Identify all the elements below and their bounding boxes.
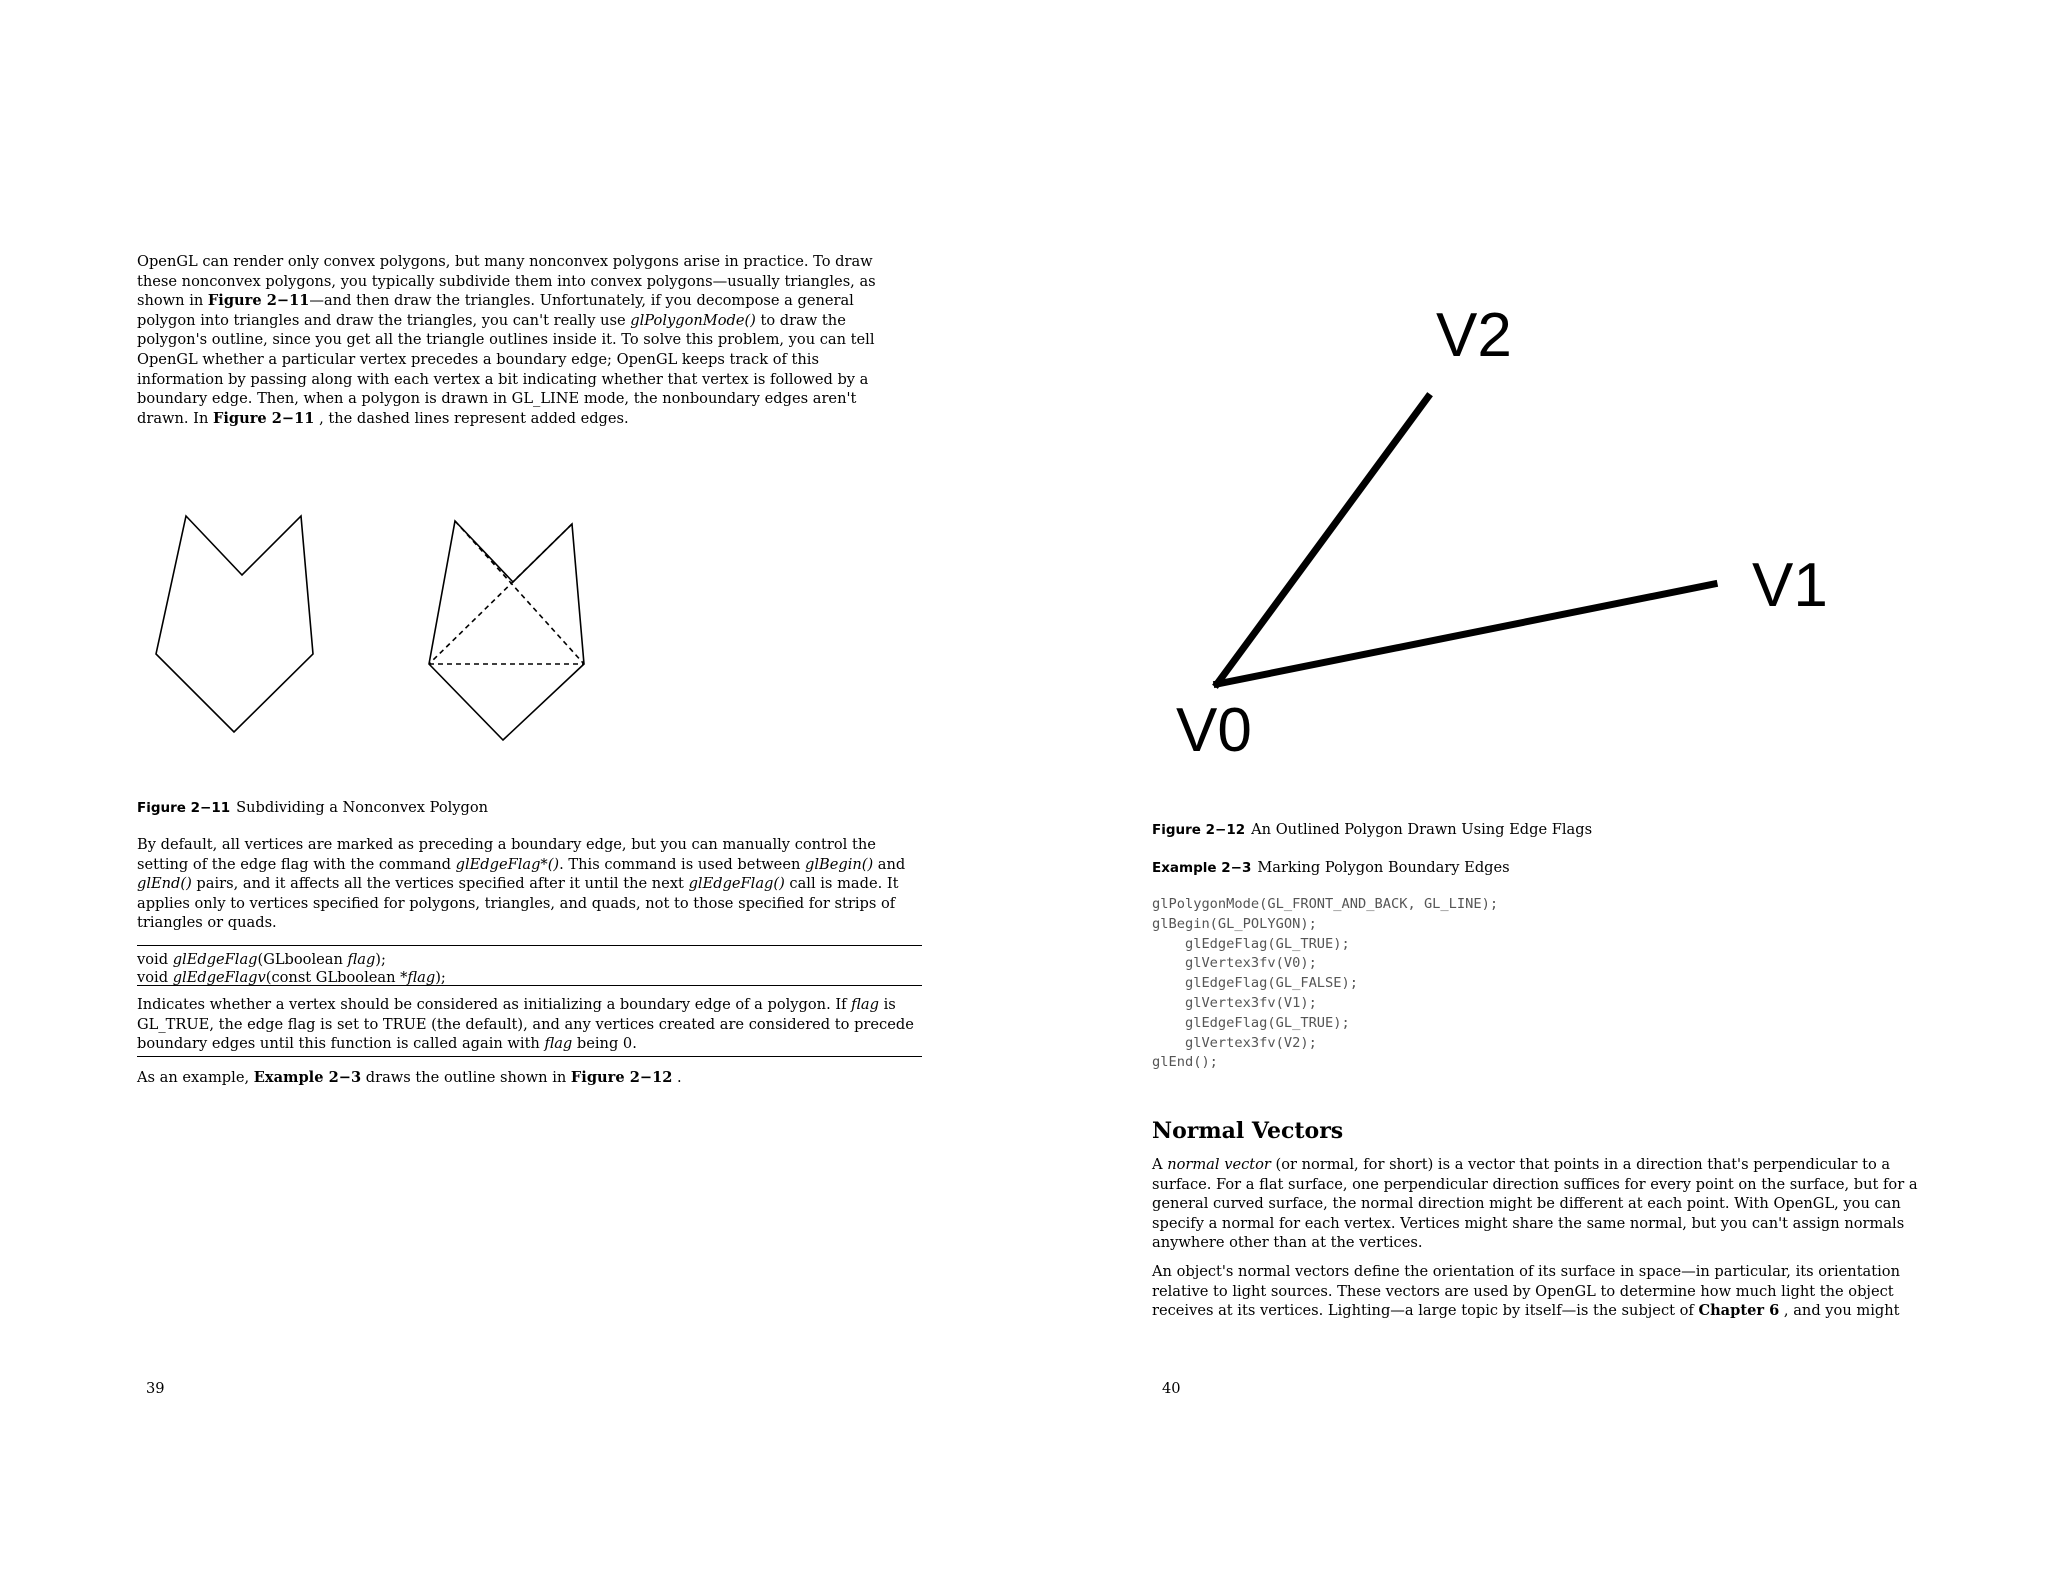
caption-label: Example 2−3 [1152,860,1252,876]
example-2-3-caption [1152,858,1510,878]
chapter-ref: Chapter 6 [1698,1302,1780,1320]
signature-line-2: void glEdgeFlagv(const GLboolean *flag); [137,969,446,986]
code-line: glEdgeFlag(GL_TRUE); [1152,1014,1350,1031]
code-line: glVertex3fv(V1); [1152,995,1317,1011]
example-ref: Example 2−3 [253,1069,362,1086]
edge-v0-v2 [1217,397,1428,684]
caption-text: Marking Polygon Boundary Edges [1257,859,1510,876]
caption-text: An Outlined Polygon Drawn Using Edge Flags [1251,821,1593,838]
code-line: glBegin(GL_POLYGON); [1152,915,1317,932]
subdivided-polygon [429,521,584,740]
code-line: glEdgeFlag(GL_FALSE); [1152,975,1359,992]
page-number: 39 [146,1380,165,1397]
code-line: glVertex3fv(V0); [1152,955,1317,972]
function-name: glPolygonMode() [630,311,756,329]
intro-paragraph: OpenGL can render only convex polygons, but many nonconvex polygons arise in practice. To draw these nonconvex polygons, you typically subdivide them into convex polygons—usually triangles, as shown in Figure 2−11—and then draw the triangles. Unfortunately, if you decompose a general polygon into triangles and draw the triangles, you can't really use glPolygonMode() to draw the polygon's outline, since you get all the triangle outlines inside it. To solve this problem, you can tell OpenGL whether a particular vertex precedes a boundary edge; OpenGL keeps track of this information by passing along with each vertex a bit indicating whether that vertex is followed by a boundary edge. Then, when a polygon is drawn in GL_LINE mode, the nonboundary edges aren't drawn. In Figure 2−11 , the dashed lines represent added edges. [137,253,876,427]
normal-vectors-paragraph-1: A normal vector (or normal, for short) is a vector that points in a direction that's perpendicular to a surface. For a flat surface, one perpendicular direction suffices for every point on the surface, but for a general curved surface, the normal direction might be different at each point. With OpenGL, you can specify a normal for each vertex. Vertices might share the same normal, but you can't assign normals anywhere other than at the vertices. [1152,1156,1918,1252]
code-line: glEdgeFlag(GL_TRUE); [1152,935,1350,952]
caption-label: Figure 2−11 [137,800,231,816]
vertex-label-v0: V0 [1176,696,1252,765]
signature-line-1: void glEdgeFlag(GLboolean flag); [137,951,386,968]
rule-top [137,945,922,946]
term: normal vector [1167,1156,1271,1173]
edge-v0-v1 [1217,584,1714,684]
vertex-label-v1: V1 [1752,551,1828,620]
figure-2-12-caption [1152,820,1592,840]
added-edge [455,521,584,664]
vertex-label-v2: V2 [1436,301,1512,370]
caption-label: Figure 2−12 [1152,822,1246,838]
rule-bottom [137,1056,922,1057]
figure-ref: Figure 2−11 [207,292,310,310]
description-paragraph: Indicates whether a vertex should be considered as initializing a boundary edge of a polygon. If flag is GL_TRUE, the edge flag is set to TRUE (the default), and any vertices created are considered to precede boundary edges until this function is called again with flag being 0. [137,996,914,1053]
nonconvex-polygon [156,516,313,732]
figure-ref: Figure 2−12 [570,1069,673,1086]
figure-2-11-diagram [0,0,1024,800]
page-number: 40 [1162,1380,1181,1397]
code-line: glPolygonMode(GL_FRONT_AND_BACK, GL_LINE); [1152,896,1499,912]
code-line: glVertex3fv(V2); [1152,1034,1317,1051]
normal-vectors-paragraph-2: An object's normal vectors define the orientation of its surface in space—in particular, its orientation relative to light sources. These vectors are used by OpenGL to determine how much light the object receives at its vertices. Lighting—a large topic by itself—is the subject of Chapter 6 , and you might [1152,1263,1900,1320]
figure-2-12-diagram [1024,0,2048,800]
figure-2-11-caption [137,798,488,818]
figure-ref: Figure 2−11 [213,409,315,427]
rule-mid [137,985,922,986]
default-paragraph: By default, all vertices are marked as preceding a boundary edge, but you can manually control the setting of the edge flag with the command glEdgeFlag*(). This command is used between glBegin() and glEnd() pairs, and it affects all the vertices specified after it until the next glEdgeFlag() call is made. It applies only to vertices specified for polygons, triangles, and quads, not to those specified for strips of triangles or quads. [137,836,906,932]
caption-text: Subdividing a Nonconvex Polygon [236,799,489,816]
right-page [1024,0,2048,1582]
example-sentence: As an example, Example 2−3 draws the outline shown in Figure 2−12 . [137,1069,682,1086]
section-heading: Normal Vectors [1152,1118,1344,1144]
code-line: glEnd(); [1152,1054,1218,1071]
